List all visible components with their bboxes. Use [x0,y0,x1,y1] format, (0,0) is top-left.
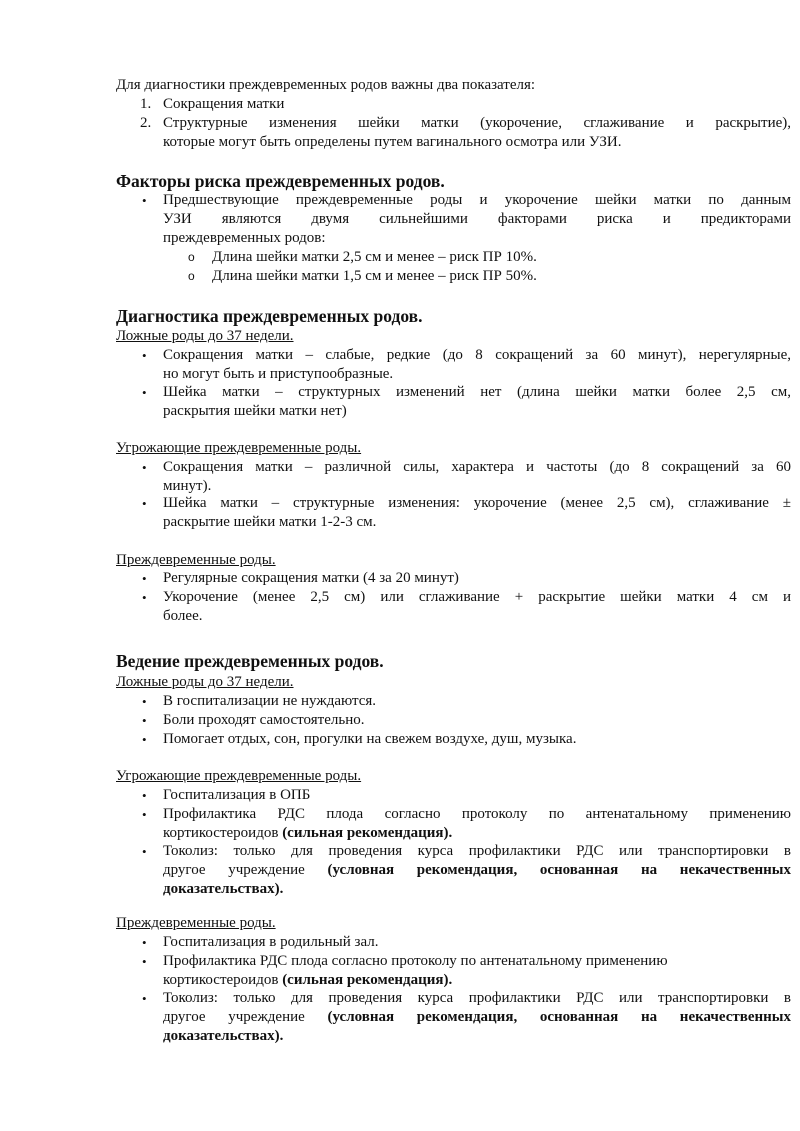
subheading-preterm-mgmt: Преждевременные роды. [116,915,276,931]
text-line: Длина шейки матки 2,5 см и менее – риск ПР 10%. [212,249,537,265]
list-text-line: которые могут быть определены путем вагинального осмотра или УЗИ. [163,134,622,150]
bullet-marker: • [142,460,147,475]
text-line [163,880,791,899]
list-number: 1. [140,96,152,112]
intro-item-1 [116,95,791,114]
list-text-line: Структурные изменения шейки матки (укорочение, сглаживание и раскрытие), [163,115,791,131]
bullet-marker: • [142,571,147,586]
mgmt-threat-bullet-1 [116,786,791,805]
text-line: Предшествующие преждевременные роды и укорочение шейки матки по данным [163,192,791,208]
text-line: но могут быть и приступообразные. [163,366,394,382]
text-line [163,861,791,880]
text-line: раскрытие шейки матки 1-2-3 см. [163,514,377,530]
text-plain: кортикостероидов [163,825,283,841]
intro-text: Для диагностики преждевременных родов важны два показателя: [116,77,536,93]
mgmt-false-item-2 [116,711,791,730]
bullet-marker: • [142,496,147,511]
mgmt-false-item-3 [116,730,791,749]
text-plain: другое учреждение [163,862,328,878]
text-line: Регулярные сокращения матки (4 за 20 минут) [163,570,459,586]
mgmt-preterm-bullet-1 [116,933,791,952]
subheading-preterm: Преждевременные роды. [116,552,276,568]
text-line: УЗИ являются двумя сильнейшими факторами риска и предикторами [163,211,791,227]
risk-subitem-1 [116,248,800,267]
diag-threat-bullet-2 [116,494,791,532]
bullet-marker: • [142,732,147,747]
text-plain: другое учреждение [163,1009,328,1025]
mgmt-preterm-bullet-3 [116,989,791,1046]
bullet-marker: • [142,385,147,400]
bullet-marker: • [142,713,147,728]
text-plain: кортикостероидов [163,972,283,988]
sub-marker: o [188,250,195,264]
bullet-marker: • [142,807,147,822]
mgmt-preterm-bullet-2 [116,952,791,990]
subheading-false-labor-mgmt: Ложные роды до 37 недели. [116,674,294,690]
diag-false-bullet-1 [116,346,791,384]
text-line: Профилактика РДС плода согласно протоколу по антенатальному применению [163,953,668,969]
list-number: 2. [140,115,152,131]
text-line: Помогает отдых, сон, прогулки на свежем воздухе, душ, музыка. [163,731,577,747]
mgmt-threat-bullet-2 [116,805,791,843]
text-bold: (условная рекомендация, основанная на некачественных [327,862,792,878]
text-bold: (условная рекомендация, основанная на некачественных [327,1009,792,1025]
subheading-threatening: Угрожающие преждевременные роды. [116,440,362,456]
bullet-marker: • [142,694,147,709]
text-line: Укорочение (менее 2,5 см) или сглаживание + раскрытие шейки матки 4 см и [163,589,791,605]
text-line: Длина шейки матки 1,5 см и менее – риск ПР 50%. [212,268,537,284]
risk-subitem-2 [116,267,800,286]
bullet-marker: • [142,954,147,969]
text-line: Токолиз: только для проведения курса профилактики РДС или транспортировки в [163,843,791,859]
subheading-threatening-mgmt: Угрожающие преждевременные роды. [116,768,362,784]
text-line: Боли проходят самостоятельно. [163,712,365,728]
bullet-marker: • [142,590,147,605]
bullet-marker: • [142,991,147,1006]
intro-item-2 [116,114,791,152]
text-line: Госпитализация в родильный зал. [163,934,379,950]
text-bold: доказательствах). [163,1028,284,1044]
text-line [163,1027,791,1046]
text-line: Профилактика РДС плода согласно протоколу по антенатальному применению [163,806,791,822]
diag-threat-bullet-1 [116,458,791,496]
bullet-marker: • [142,935,147,950]
risk-bullet [116,191,791,248]
diag-preterm-bullet-2 [116,588,791,626]
mgmt-false-item-1 [116,692,791,711]
text-line: раскрытия шейки матки нет) [163,403,347,419]
text-line: более. [163,608,203,624]
text-line: минут). [163,478,212,494]
text-line: преждевременных родов: [163,230,326,246]
text-line: Сокращения матки – слабые, редкие (до 8 сокращений за 60 минут), нерегулярные, [163,347,791,363]
text-line [163,1008,791,1027]
text-line [163,971,791,990]
diag-false-bullet-2 [116,383,791,421]
text-line: В госпитализации не нуждаются. [163,693,377,709]
text-line: Шейка матки – структурные изменения: укорочение (менее 2,5 см), сглаживание ± [163,495,791,511]
list-text: Сокращения матки [163,96,285,112]
bullet-marker: • [142,348,147,363]
bullet-marker: • [142,788,147,803]
text-line: Шейка матки – структурных изменений нет (длина шейки матки более 2,5 см, [163,384,791,400]
text-bold: (сильная рекомендация). [282,972,453,988]
text-line: Токолиз: только для проведения курса профилактики РДС или транспортировки в [163,990,791,1006]
text-line [163,824,791,843]
text-line: Сокращения матки – различной силы, характера и частоты (до 8 сокращений за 60 [163,459,791,475]
bullet-marker: • [142,844,147,859]
text-bold: доказательствах). [163,881,284,897]
section-heading-diagnostics: Диагностика преждевременных родов. [116,306,423,326]
sub-marker: o [188,269,195,283]
section-heading-management: Ведение преждевременных родов. [116,651,384,671]
bullet-marker: • [142,193,147,208]
subheading-false-labor: Ложные роды до 37 недели. [116,328,294,344]
text-line: Госпитализация в ОПБ [163,787,311,803]
diag-preterm-bullet-1 [116,569,791,588]
mgmt-threat-bullet-3 [116,842,791,899]
section-heading-risk: Факторы риска преждевременных родов. [116,171,445,191]
text-bold: (сильная рекомендация). [282,825,453,841]
